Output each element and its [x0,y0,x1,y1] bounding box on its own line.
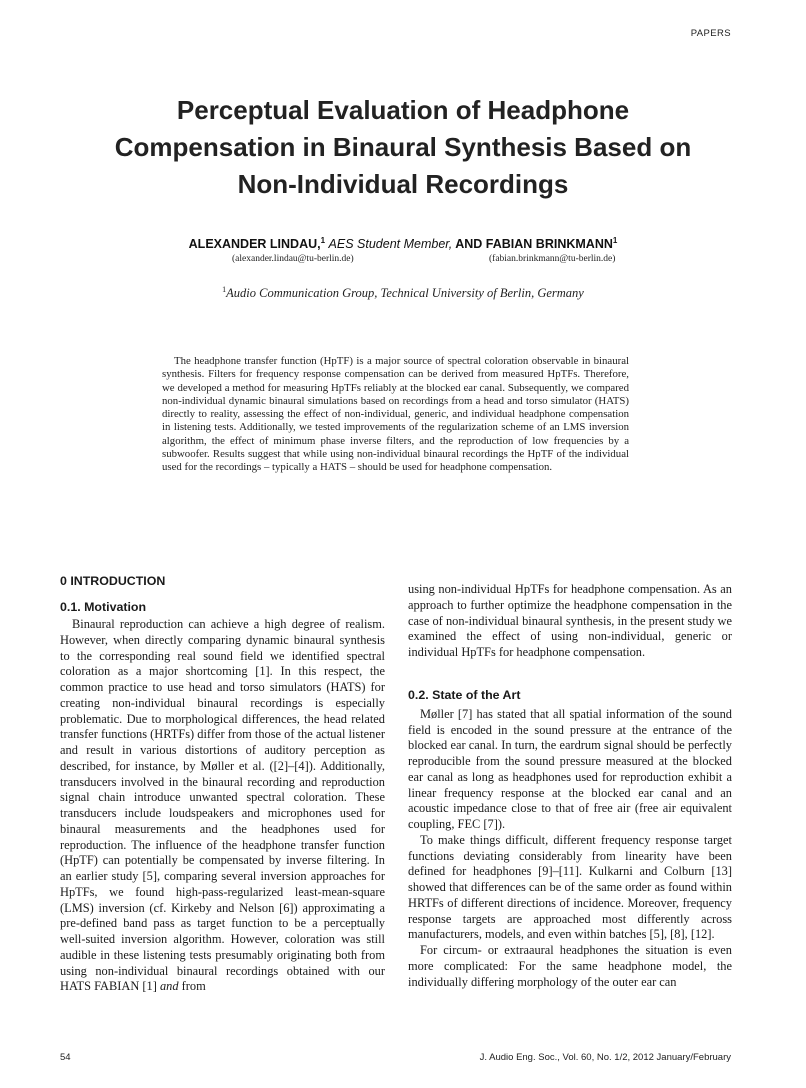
title-line-1: Perceptual Evaluation of Headphone [176,95,630,125]
author-1-membership: AES Student Member, [328,237,453,252]
subsection-heading-state-of-the-art: 0.2. State of the Art [408,687,521,702]
body-column-left [60,573,385,995]
paragraph-state-2: To make things difficult, different frequency response target functions deviating considerably from linearity have been defined for headphones [9]–[11]. Kulkarni and Colburn [13] showed that differences can be of the same order as found within HRTFs of different directions of incidence. Moreover, frequency response targets are approached most differently across manufacturers, models, and even within batches [5], [8], [12]. [408,832,732,942]
author-1-name: ALEXANDER LINDAU, [188,237,321,252]
author-1-email: (alexander.lindau@tu-berlin.de) [232,254,354,264]
paragraph-motivation-end: from [181,979,206,994]
paragraph-motivation-text: Binaural reproduction can achieve a high degree of realism. However, when directly comparing dynamic binaural synthesis to the corresponding real sound field we identified spectral coloration as a major shortcoming [1]. In this respect, the common practice to use head and torso simulators (HATS) for creating non-individual binaural recordings is especially problematic. Due to morphological differences, the head related transfer functions (HRTFs) differ from those of the actual listener and result in various distortions of auditory perception as described, for instance, by Møller et al. ([2]–[4]). Additionally, transducers involved in the binaural recording and reproduction signal chain introduce unwanted spectral coloration. These transducers include loudspeakers and microphones used for binaural measurements and the headphones used for reproduction. The influence of the headphone transfer function (HpTF) can potentially be compensated by inverse filtering. In an earlier study [5], comparing several inversion approaches for HpTFs, we found high-pass-regularized least-mean-square (LMS) inversion (cf. Kirkeby and Nelson [6]) approximating a pre-defined band pass as target function to be a perceptually well-suited inversion algorithm. However, coloration was still audible in these listening tests presumably originating both from using non-individual binaural recordings obtained with our HATS FABIAN [1] [60,617,385,994]
page-number: 54 [60,1052,71,1063]
paragraph-state-3: For circum- or extraaural headphones the situation is even more complicated: For the same headphone model, the individually differing morphology of the outer ear can [408,943,732,989]
author-2-affil-mark: 1 [612,236,618,245]
paragraph-motivation-continued: using non-individual HpTFs for headphone compensation. As an approach to further optimize the headphone compensation in the case of non-individual binaural synthesis, in the present study we examined the effect of using non-individual, generic or individual HpTFs for headphone compensation. [408,582,732,659]
title-line-3: Non-Individual Recordings [237,169,569,199]
abstract: The headphone transfer function (HpTF) is a major source of spectral coloration observable in binaural synthesis. Filters for frequency response compensation can be derived from measured HpTFs. Therefore, we developed a method for measuring HpTFs reliably at the blocked ear canal. Subsequently, we compared non-individual dynamic binaural simulations based on recordings from a head and torso simulator (HATS) directly to reality, assessing the effect of non-individual, generic, and individual headphone compensation in listening tests. Additionally, we tested improvements of the regularization scheme of an LMS inversion algorithm, the effect of minimum phase inverse filters, and the reproduction of low frequencies by a subwoofer. Results suggest that while using non-individual binaural recordings the HpTF of the individual used for the recordings – typically a HATS – should be used for headphone compensation. [162,355,629,474]
author-2-name: AND FABIAN BRINKMANN [455,237,613,252]
paper-title [60,92,746,203]
author-1-affil-mark: 1 [320,236,326,245]
affiliation [60,285,746,301]
affiliation-mark: 1 [222,285,227,294]
section-heading-introduction: 0 INTRODUCTION [60,574,166,588]
affiliation-text: Audio Communication Group, Technical University of Berlin, Germany [226,286,584,301]
paragraph-motivation-emphasis: and [159,979,179,994]
subsection-heading-motivation: 0.1. Motivation [60,600,147,614]
author-line [60,236,746,251]
body-column-right [408,582,732,990]
author-2-email: (fabian.brinkmann@tu-berlin.de) [489,254,616,264]
paragraph-state-1: Møller [7] has stated that all spatial information of the sound field is encoded in the sound pressure at the entrance of the blocked ear canal. In turn, the eardrum signal should be perfectly reproducible from the sound pressure measured at the blocked ear canal as long as headphones used for reproduction exhibit a linear frequency response at the blocked ear canal and an acoustic impedance close to that of free air (free air equivalent coupling, FEC [7]). [408,706,732,831]
paragraph-motivation [60,617,385,995]
title-line-2: Compensation in Binaural Synthesis Based on [114,132,692,162]
running-header: PAPERS [690,28,731,39]
journal-citation: J. Audio Eng. Soc., Vol. 60, No. 1/2, 2012 January/February [479,1052,731,1063]
